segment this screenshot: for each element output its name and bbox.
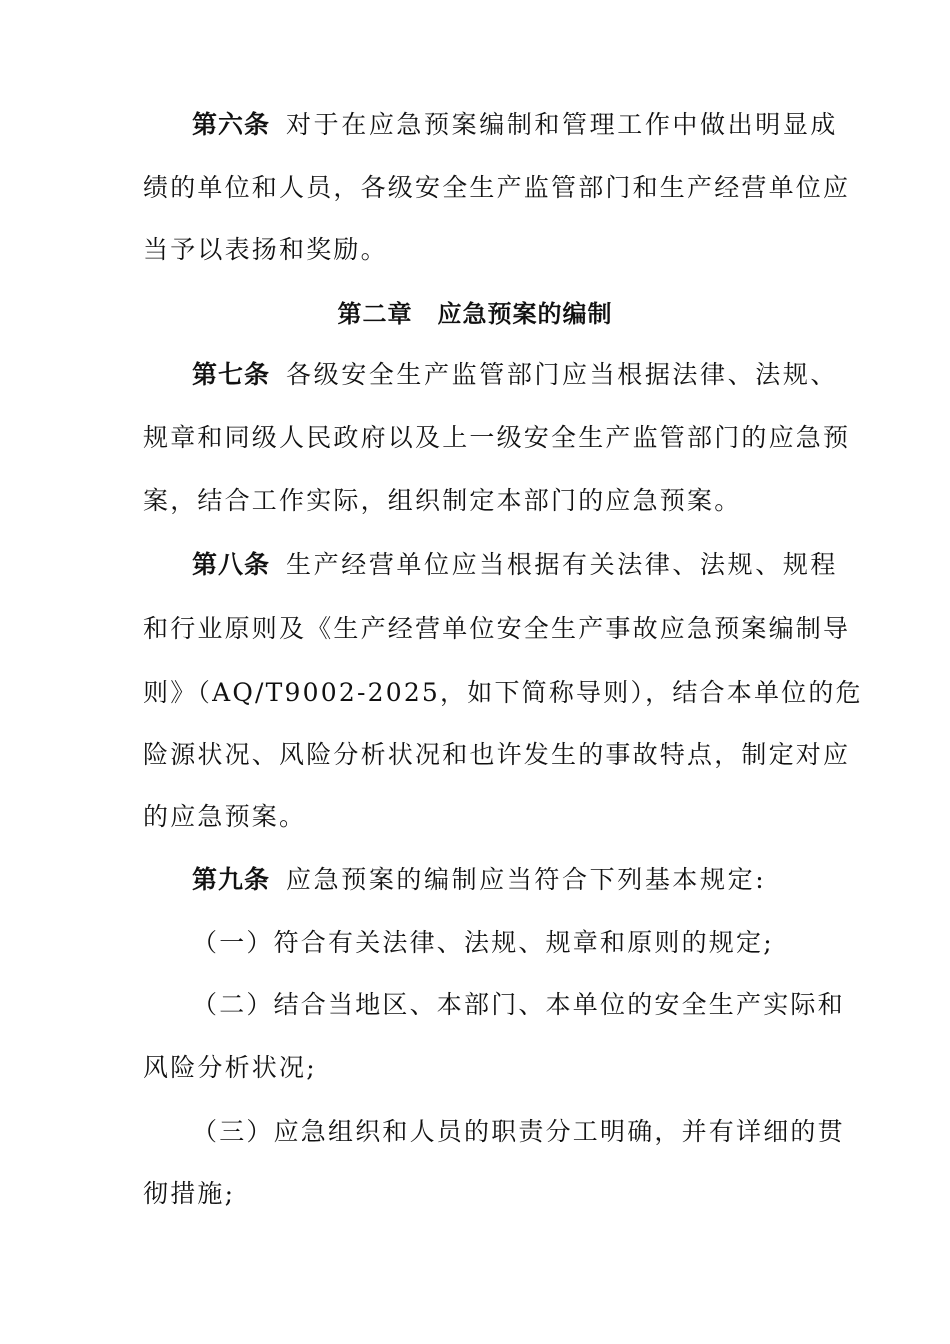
article6-line2: 绩的单位和人员，各级安全生产监管部门和生产经营单位应 xyxy=(143,173,851,202)
article8-line5: 的应急预案。 xyxy=(143,802,307,831)
article7-line2: 规章和同级人民政府以及上一级安全生产监管部门的应急预 xyxy=(143,423,851,452)
article8-line3: 则》（AQ/T9002-2025，如下简称导则），结合本单位的危 xyxy=(143,678,863,707)
article7-text-1: 各级安全生产监管部门应当根据法律、法规、 xyxy=(286,360,839,389)
article6-line1 xyxy=(192,105,839,145)
article9-item1: （一）符合有关法律、法规、规章和原则的规定; xyxy=(192,928,774,957)
article8-text-1: 生产经营单位应当根据有关法律、法规、规程 xyxy=(286,550,839,579)
article8-line4: 险源状况、风险分析状况和也许发生的事故特点，制定对应 xyxy=(143,740,851,769)
article6-text-1: 对于在应急预案编制和管理工作中做出明显成 xyxy=(286,110,839,139)
article7-line3: 案，结合工作实际，组织制定本部门的应急预案。 xyxy=(143,486,742,515)
article9-item2-line2: 风险分析状况; xyxy=(143,1053,317,1082)
article7-label: 第七条 xyxy=(192,360,271,389)
article9-text-1: 应急预案的编制应当符合下列基本规定: xyxy=(286,865,767,894)
article6-line3: 当予以表扬和奖励。 xyxy=(143,235,388,264)
article7-line1 xyxy=(192,355,839,395)
article8-label: 第八条 xyxy=(192,550,271,579)
article9-item3-line1: （三）应急组织和人员的职责分工明确，并有详细的贯 xyxy=(192,1117,845,1146)
article9-item2-line1: （二）结合当地区、本部门、本单位的安全生产实际和 xyxy=(192,990,845,1019)
article9-line1 xyxy=(192,860,811,900)
article6-label: 第六条 xyxy=(192,110,271,139)
article9-label: 第九条 xyxy=(192,865,271,894)
article9-item3-line2: 彻措施; xyxy=(143,1179,236,1208)
chapter-title: 第二章 应急预案的编制 xyxy=(337,300,613,328)
article8-line2: 和行业原则及《生产经营单位安全生产事故应急预案编制导 xyxy=(143,614,851,643)
article8-line1 xyxy=(192,545,839,585)
